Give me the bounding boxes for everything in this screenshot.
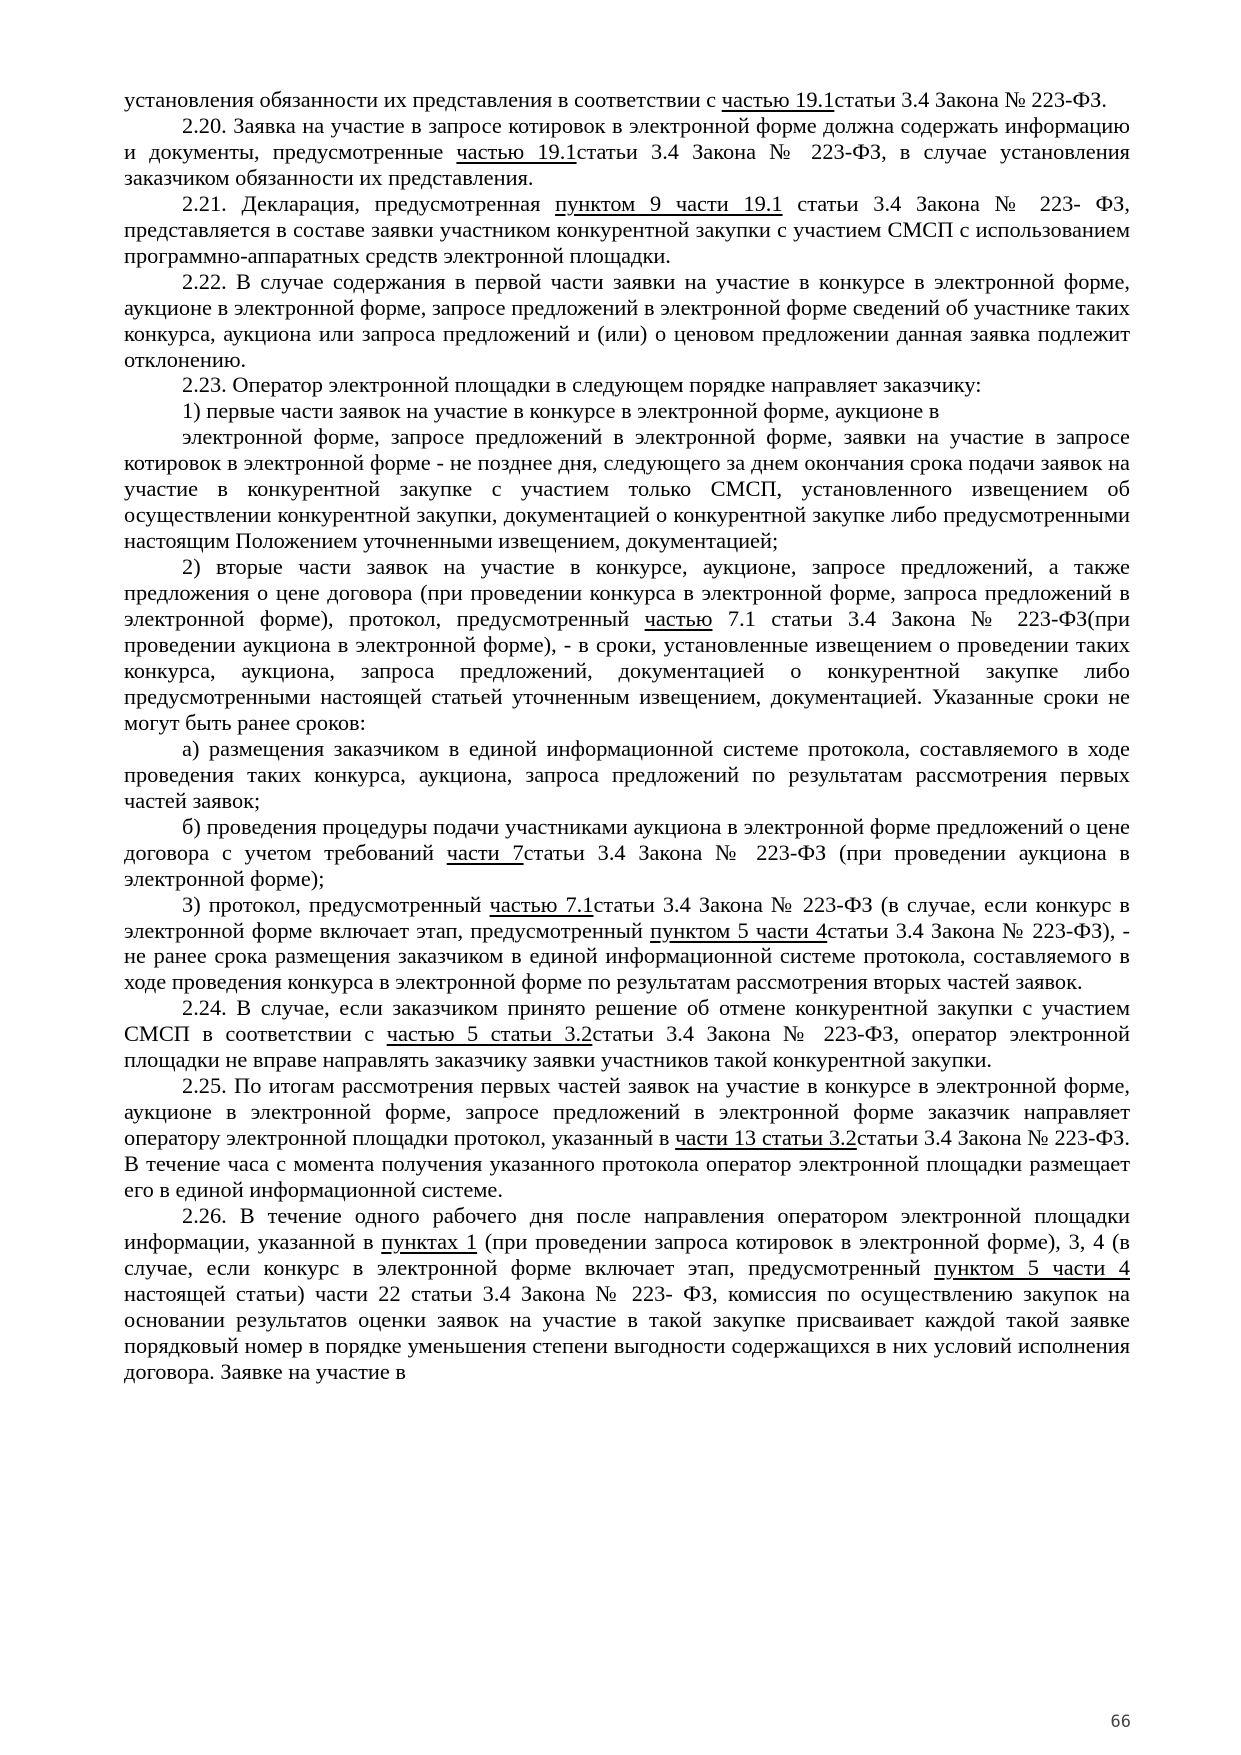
law-reference: части 7 <box>446 839 524 865</box>
law-reference: пунктах 1 <box>381 1228 478 1254</box>
sub-item-b <box>124 814 1130 892</box>
text-run: электронной форме, запросе предложений в электронной форме, заявки на участие в запросе котировок в электронной форме - не позднее дня, следующего за днем окончания срока подачи заявок на участие в конкурентной закупке с участием только СМСП, установленного извещением об осуществлении конкурентной закупки, документацией о конкурентной закупке либо предусмотренными настоящим Положением уточненными извещением, документацией; <box>124 424 1130 554</box>
paragraph-2-24 <box>124 995 1130 1073</box>
paragraph-2-26 <box>124 1203 1130 1385</box>
text-run: статьи 3.4 Закона № 223-ФЗ (при проведении аукциона в электронной форме); <box>124 839 1130 891</box>
law-reference: пунктом 5 части 4 <box>650 917 828 943</box>
text-run: статьи 3.4 Закона № 223- ФЗ, представляется в составе заявки участником конкурентной закупки с участием СМСП с использованием программно-аппаратных средств электронной площадки. <box>124 190 1130 268</box>
page-number: 66 <box>1110 1712 1131 1732</box>
paragraph-2-23 <box>124 372 1130 398</box>
list-item-1-start <box>124 398 1130 424</box>
law-reference: пунктом 9 части 19.1 <box>555 190 783 216</box>
text-run: 2.26. В течение одного рабочего дня после направления оператором электронной площадки информации, указанной в <box>124 1202 1130 1254</box>
paragraph-continuation <box>124 87 1130 113</box>
text-run: б) проведения процедуры подачи участниками аукциона в электронной форме предложений о цене договора с учетом требований <box>124 813 1130 865</box>
paragraph-2-21 <box>124 191 1130 269</box>
text-run: статьи 3.4 Закона № 223-ФЗ, оператор электронной площадки не вправе направлять заказчику заявки участников такой конкурентной закупки. <box>124 1021 1131 1073</box>
text-run: статьи 3.4 Закона № 223-ФЗ, в случае установления заказчиком обязанности их представления. <box>124 138 1130 190</box>
text-run: статьи 3.4 Закона № 223-ФЗ. <box>834 87 1107 112</box>
text-run: статьи 3.4 Закона № 223-ФЗ. В течение часа с момента получения указанного протокола оператор электронной площадки размещает его в единой информационной системе. <box>124 1125 1130 1203</box>
text-run: 2.22. В случае содержания в первой части заявки на участие в конкурсе в электронной форме, аукционе в электронной форме, запросе предложений в электронной форме сведений об участнике таких конкурса, аукциона или запроса предложений и (или) о ценовом предложении данная заявка подлежит отклонению. <box>124 268 1130 372</box>
paragraph-2-25 <box>124 1073 1130 1203</box>
paragraph-2-20 <box>124 113 1130 191</box>
law-reference: пунктом 5 части 4 <box>934 1254 1130 1280</box>
text-run: 7.1 статьи 3.4 Закона № 223-ФЗ(при проведении аукциона в электронной форме), - в сроки, установленные извещением о проведении таких конкурса, аукциона, запроса предложений, документацией о конкурентной закупке либо предусмотренными настоящей статьей уточненным извещением, документацией. Указанные сроки не могут быть ранее сроков: <box>124 606 1130 735</box>
text-run: 2) вторые части заявок на участие в конкурсе, аукционе, запросе предложений, а также предложения о цене договора (при проведении конкурса в электронной форме, запроса предложений в электронной форме), протокол, предусмотренный <box>124 554 1130 632</box>
text-run: 2.20. Заявка на участие в запросе котировок в электронной форме должна содержать информацию и документы, предусмотренные <box>124 112 1130 164</box>
text-run: а) размещения заказчиком в единой информационной системе протокола, составляемого в ходе проведения таких конкурса, аукциона, запроса предложений по результатам рассмотрения первых частей заявок; <box>124 735 1130 813</box>
list-item-2 <box>124 554 1130 736</box>
law-reference: частью 19.1 <box>456 138 577 164</box>
text-run: 2.24. В случае, если заказчиком принято решение об отмене конкурентной закупки с участием СМСП в соответствии с <box>124 995 1130 1047</box>
sub-item-a <box>124 736 1130 814</box>
text-run: 2.25. По итогам рассмотрения первых частей заявок на участие в конкурсе в электронной форме, аукционе в электронной форме, запросе предложений в электронной форме заказчик направляет оператору электронной площадки протокол, указанный в <box>124 1073 1130 1151</box>
law-reference: частью 5 статьи 3.2 <box>386 1021 593 1047</box>
text-run: статьи 3.4 Закона № 223-ФЗ (в случае, если конкурс в электронной форме включает этап, предусмотренный <box>124 891 1130 943</box>
list-item-3 <box>124 892 1130 996</box>
list-item-1-continued <box>124 424 1130 554</box>
text-run: 2.23. Оператор электронной площадки в следующем порядке направляет заказчику: <box>182 372 982 398</box>
text-run: 1) первые части заявок на участие в конкурсе в электронной форме, аукционе в <box>182 398 940 424</box>
law-reference: частью 19.1 <box>721 87 835 112</box>
text-run: 2.21. Декларация, предусмотренная <box>182 190 556 216</box>
text-run: 3) протокол, предусмотренный <box>182 891 490 917</box>
text-run: установления обязанности их представления в соответствии с <box>124 87 722 112</box>
text-run: (при проведении запроса котировок в электронной форме), 3, 4 (в случае, если конкурс в электронной форме включает этап, предусмотренный <box>124 1228 1130 1280</box>
law-reference: частью 7.1 <box>489 891 594 917</box>
paragraph-2-22 <box>124 269 1130 373</box>
law-reference: части 13 статьи 3.2 <box>675 1125 857 1151</box>
document-body <box>124 87 1130 1385</box>
text-run: настоящей статьи) части 22 статьи 3.4 Закона № 223- ФЗ, комиссия по осуществлению закупок на основании результатов оценки заявок на участие в такой закупке присваивает каждой такой заявке порядковый номер в порядке уменьшения степени выгодности содержащихся в них условий исполнения договора. Заявке на участие в <box>124 1280 1130 1384</box>
law-reference: частью <box>644 606 713 632</box>
text-run: статьи 3.4 Закона № 223-ФЗ), - не ранее срока размещения заказчиком в единой информационной системе протокола, составляемого в ходе проведения конкурса в электронной форме по результатам рассмотрения вторых частей заявок. <box>124 917 1130 995</box>
